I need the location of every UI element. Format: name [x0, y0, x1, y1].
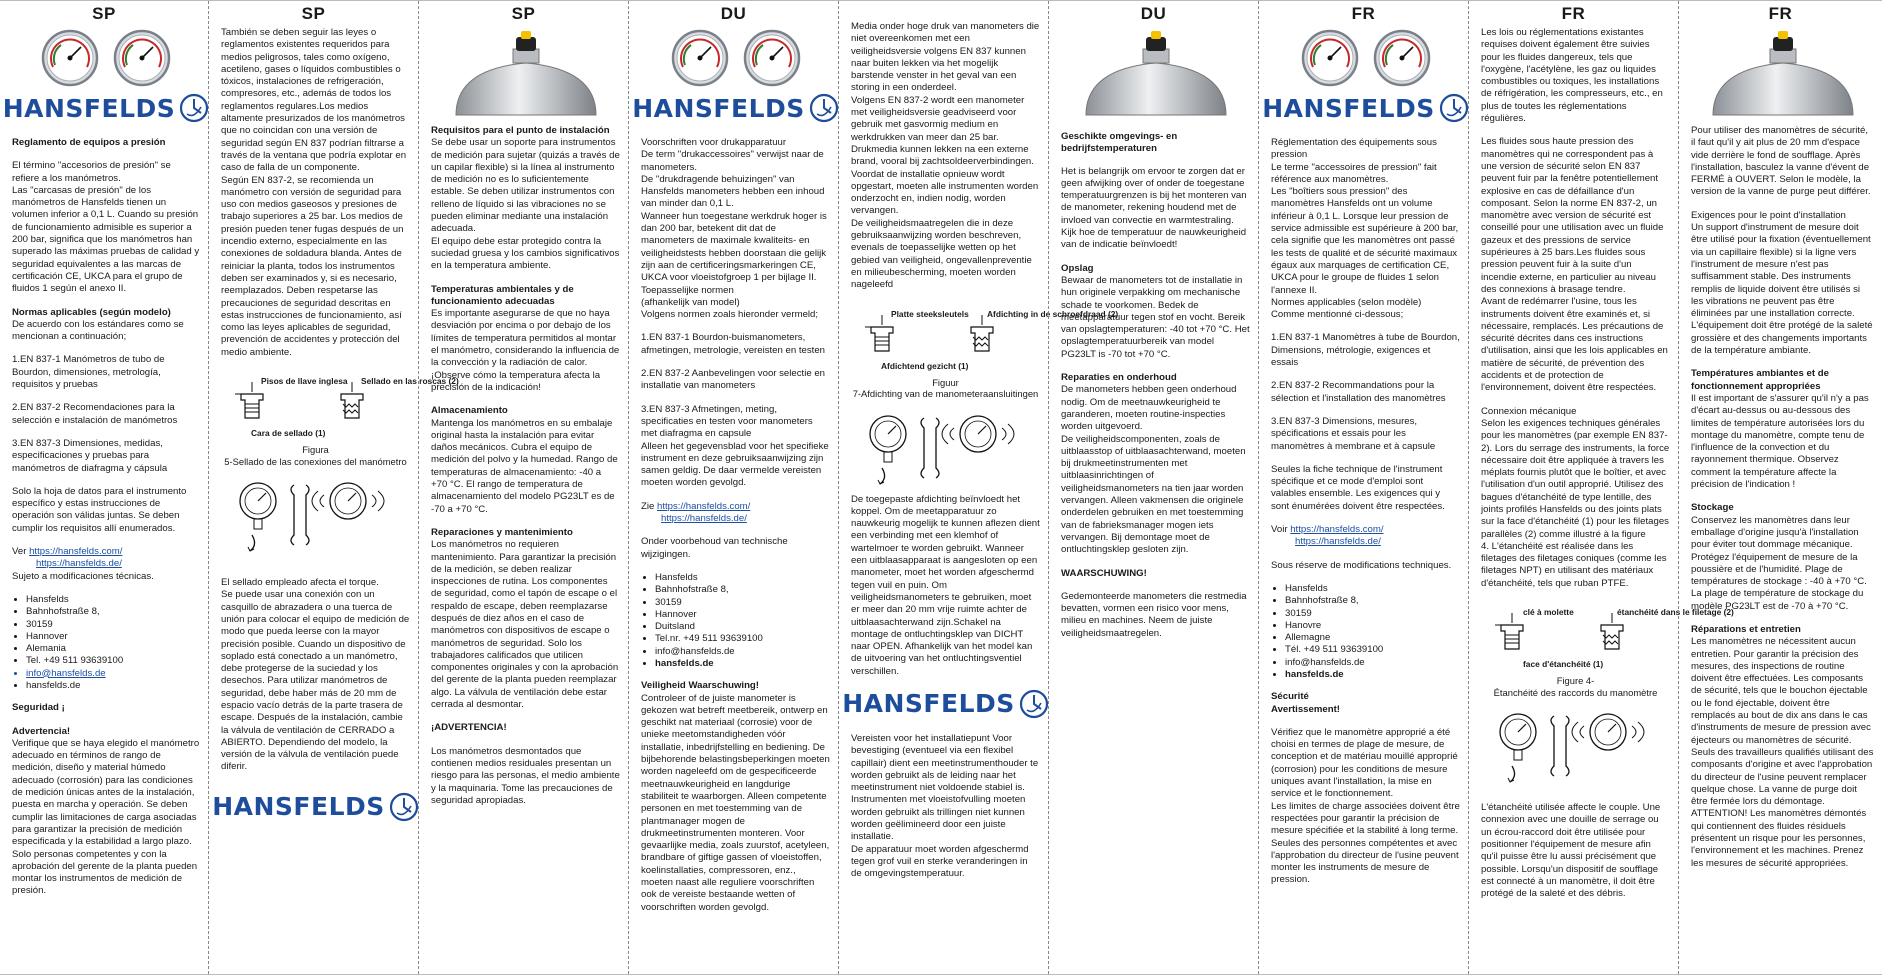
warning-heading: Advertencia! [12, 725, 71, 737]
gauge-images [12, 29, 200, 89]
language-header: SP [92, 4, 116, 23]
website-link-de[interactable]: https://hansfelds.de/ [1295, 536, 1381, 548]
brand-logo [2, 93, 200, 123]
column-text [212, 27, 459, 822]
paragraph: De manometers hebben geen onderhoud nodig. Om de meetnauwkeurigheid te garanderen, moeten routine-inspecties worden uitgevoerd. De veiligheidscomponenten, zoals de uitblaasstop of uitblaasachterwand, moeten bij drukmeetinstrumenten met uitblaasinrichtingen of veiligheidsmanometers na tien jaar worden vervangen. Alleen vakmensen die originele onderdelen gebruiken en met toestemming van de fabrieksmanager mogen iets vervangen. Bij demontage moet de ontluchtingsklep gesloten zijn. [1061, 384, 1246, 556]
language-header: DU [720, 4, 747, 23]
pressure-gauge-icon [671, 29, 729, 87]
section-heading: Requisitos para el punto de instalación [431, 125, 610, 136]
paragraph: Bewaar de manometers tot de installatie in hun originele verpakking om mechanische schade te voorkomen. Bedek de meetapparatuur tegen stof en vocht. Bereik van opslagtemperaturen: -40 tot +70 °C. Het opslagtemperatuurbereik van model PG23LT is -70 tot +70 °C. [1061, 274, 1250, 360]
list-item: • Bahnhofstraße 8, [655, 584, 830, 596]
paragraph: Vérifiez que le manomètre approprié a été choisi en termes de plage de mesure, de conception et de matériau mouillé approprié (corrosion) pour les conditions de mesure uniques avant l'installation, la mise en service et le fonctionnement. Les limites de charge associées doivent être respectées pour garantir la précision de mesure spécifiée et la stabilité à long terme. Seules des personnes compétentes et avec l'approbation du directeur de l'usine peuvent monter les instruments de mesure de pression. [1271, 726, 1460, 886]
paragraph: Pour utiliser des manomètres de sécurité, il faut qu'il y ait plus de 20 mm d'espace vide derrière le fond de soufflage. Après l'installation, basculez la vanne d'évent de FERMÉ à OUVERT. Selon le modèle, la version de la vanne de purge peut différer. [1691, 125, 1871, 198]
paragraph: 2.EN 837-2 Recommandations pour la sélection et l'installation des manomètres [1271, 380, 1446, 404]
column-text [1061, 131, 1250, 640]
brand-wordmark: HANSFELDS [1262, 93, 1435, 123]
column-text [1691, 125, 1874, 870]
language-header: SP [301, 4, 326, 23]
figure-label-wrench: Platte steeksleutels [890, 308, 969, 319]
vent-valve-icon [451, 29, 601, 115]
paragraph: Onder voorbehoud van technische wijzigingen. [641, 536, 788, 560]
caption-line: Étanchéité des raccords du manomètre [1493, 686, 1658, 698]
pressure-gauge-icon [41, 29, 99, 87]
address-list [1271, 583, 1460, 681]
paragraph: Gedemonteerde manometers die restmedia bevatten, vormen een risico voor mens, milieu en machines. Neem de juiste veiligheidsmaatregelen. [1061, 590, 1247, 639]
list-item: • Allemagne [1285, 632, 1460, 644]
brand-wordmark: HANSFELDS [842, 688, 1015, 718]
paragraph: Sous réserve de modifications techniques. [1271, 559, 1452, 571]
gauge-images [1271, 29, 1460, 89]
section-heading: Normas aplicables (según modelo) [12, 306, 171, 318]
valve-image [431, 29, 620, 115]
sealing-diagram [1481, 601, 1734, 671]
column-text [641, 137, 830, 914]
paragraph: Verifique que se haya elegido el manómetro adecuado en términos de rango de medición, diseño y material húmedo adecuado (corrosión) para las condiciones de medición únicas antes de la instalación, puesta en marcha y operación. Se deben cumplir las limitaciones de carga asociadas para garantizar la precisión de medición especificada y la estabilidad a largo plazo. Solo personas competentes y con la aprobación del gerente de la planta pueden montar los instrumentos de medición de presión. [12, 737, 200, 897]
see-line-2 [661, 513, 830, 525]
brand-logo [212, 791, 410, 822]
address-list [641, 572, 830, 670]
brand-mark-icon [179, 93, 209, 123]
paragraph: 3.EN 837-3 Afmetingen, meting, specificaties en testen voor manometers met diafragma en capsule Alleen het gegevensblad voor het specifieke instrument en deze gebruiksaanwijzing zijn samen geldig. De daar vermelde vereisten moeten worden gevolgd. [641, 403, 829, 489]
sealing-diagram [221, 370, 459, 440]
figure-label-face: Cara de sellado (1) [250, 428, 325, 439]
website-link-com[interactable]: https://hansfelds.com/ [1290, 524, 1384, 536]
figure-label-thread: Afdichting in de schroefdraad (2) [986, 308, 1118, 319]
paragraph: 3.EN 837-3 Dimensions, mesures, spécifications et essais pour les manomètres à membrane et à capsule [1271, 415, 1436, 452]
language-header: SP [511, 4, 536, 23]
section-heading: Réparations et entretien [1691, 623, 1801, 635]
list-item: • hansfelds.de [26, 680, 200, 692]
paragraph: Los manómetros no requieren mantenimiento. Para garantizar la precisión de la medición, se deben realizar inspecciones de rutina. Los componentes de seguridad, como el tapón de escape o el respaldo de escape, deben reemplazarse después de diez años en el caso de manómetros con dispositivos de escape o manómetros de seguridad. Solo los trabajadores calificados que utilicen componentes originales y con la aprobación del gerente de la planta pueden reemplazar algo. La válvula de ventilación debe estar cerrada al desmontar. [431, 539, 619, 711]
gauge-tools-diagram [1496, 706, 1656, 788]
paragraph: 1.EN 837-1 Bourdon-buismanometers, afmetingen, metrologie, vereisten en testen [641, 332, 825, 356]
warning-heading: Avertissement! [1271, 703, 1340, 715]
list-item: • Bahnhofstraße 8, [1285, 595, 1460, 607]
paragraph: También se deben seguir las leyes o reglamentos existentes requeridos para medios peligrosos, tales como oxígeno, acetileno, gases o líquidos combustibles o tóxicos, instalaciones de refrigeración, compresores, etc., además de todos los reglamentos regulares.Los medios altamente presurizados de los manómetros que no coincidan con una versión de seguridad según EN 837 podrían filtrarse a través de la ventana que podría explotar en caso de falla de un componente. Según EN 837-2, se recomienda un manómetro con versión de seguridad para uso con medios gaseosos y presiones de trabajo superiores a 25 bar. Los medios de presión pueden tener fugas después de un incendio externo, especialmente en las conexiones de soldadura blanda. Antes de reiniciar la planta, todos los instrumentos deben ser examinados y, si es necesario, reemplazados. Deben respetarse las precauciones de seguridad descritas en estas instrucciones de funcionamiento, así como las leyes aplicables de seguridad, prevención de accidentes y protección del medio ambiente. [221, 27, 407, 358]
pressure-gauge-icon [1301, 29, 1359, 87]
valve-image [1061, 29, 1250, 115]
address-list [12, 594, 200, 692]
column-fr-1 [1258, 1, 1468, 974]
list-item: • 30159 [1285, 608, 1460, 620]
section-heading: Reparaties en onderhoud [1061, 372, 1177, 384]
figure-label-wrench: Pisos de llave inglesa [260, 376, 348, 387]
list-item: • Tel. +49 511 93639100 [26, 655, 200, 667]
sealing-diagram [851, 303, 1118, 373]
section-heading: Geschikte omgevings- en bedrijfstemperaturen [1061, 131, 1178, 155]
paragraph: Controleer of de juiste manometer is gekozen wat betreft meetbereik, ontwerp en geschikt nat materiaal (corrosie) voor de unieke meetomstandigheden vóór installatie, inbedrijfstelling en bediening. De bijbehorende belastingsbeperkingen moeten worden nageleefd om de gespecificeerde meetnauwkeurigheid en langdurige stabiliteit te waarborgen. Alleen competente personen en met toestemming van de plantmanager mogen de drukmeetinstrumenten monteren. Voor gevaarlijke media, zoals zuurstof, acetyleen, brandbare of giftige gassen of vloeistoffen, koelinstallaties, compressoren, enz., moeten naast alle reguliere voorschriften ook de vereiste bestaande wetten of voorschriften worden gevolgd. [641, 692, 830, 913]
caption-line: Figuur [932, 376, 959, 388]
language-header: FR [1768, 4, 1793, 23]
figure-caption [221, 444, 410, 467]
see-line [12, 546, 200, 558]
figure-label-thread: étanchéité dans le filetage (2) [1616, 607, 1734, 618]
paragraph: Voorschriften voor drukapparatuur De term "drukaccessoires" verwijst naar de manometers. De "drukdragende behuizingen" van Hansfelds manometers hebben een inhoud van minder dan 0,1 L. Wanneer hun toegestane werkdruk hoger is dan 200 bar, betekent dit dat de manometers de maximale kwaliteits- en veiligheidstests hebben doorstaan die gelijk zijn aan de certificeringsmarkeringen CE, UKCA voor vloeistofgroep 1 per bijlage II. Toepasselijke normen (afhankelijk van model) Volgens normen zoals hieronder vermeld; [641, 137, 827, 321]
paragraph: De acuerdo con los estándares como se mencionan a continuación; [12, 318, 184, 343]
figure-label-thread: Sellado en las roscas (2) [360, 376, 459, 387]
column-du-1 [628, 1, 838, 974]
list-item: • Hansfelds [26, 594, 200, 606]
list-item: • Hansfelds [655, 572, 830, 584]
website-link-de[interactable]: https://hansfelds.de/ [661, 513, 747, 525]
brand-mark-icon [1019, 689, 1049, 719]
list-item: • 30159 [655, 597, 830, 609]
warning-heading: WAARSCHUWING! [1061, 567, 1147, 579]
see-label: Zie [641, 500, 655, 512]
paragraph: Se debe usar un soporte para instrumentos de medición para sujetar (quizás a través de un capilar flexible) si la línea al instrumento de medición no es lo suficientemente estable. Se deben utilizar instrumentos con relleno de líquido si las vibraciones no se pueden eliminar mediante una instalación adecuada. El equipo debe estar protegido contra la suciedad gruesa y los cambios significativos en la temperatura ambiente. [431, 137, 620, 272]
paragraph: El sellado empleado afecta el torque. Se puede usar una conexión con un casquillo de abrazadera o una tuerca de unión para colocar el equipo de medición de modo que pueda leerse con la mayor precisión posible. Cuando un dispositivo de soplado está conectado a un manómetro, debe protegerse de la suciedad y los desechos. Para utilizar manómetros de seguridad, debe haber más de 20 mm de espacio vacío detrás de la parte trasera de escape. Después de la instalación, cambie la válvula de ventilación de CERRADO a ABIERTO. Dependiendo del modelo, la versión de la válvula de ventilación puede diferir. [221, 577, 410, 773]
section-heading: Temperaturas ambientales y de funcionamiento adecuadas [431, 283, 574, 307]
gauge-tools-diagram [236, 475, 396, 557]
website-link-com[interactable]: https://hansfelds.com/ [29, 546, 123, 558]
brand-wordmark: HANSFELDS [212, 791, 385, 821]
paragraph: Réglementation des équipements sous pression Le terme "accessoires de pression" fait référence aux manomètres. Les "boîtiers sous pression" des manomètres Hansfelds ont un volume inférieur à 0,1 L. Lorsque leur pression de service admissible est supérieure à 200 bar, cela signifie que les manomètres ont passé les tests de qualité et de sécurité maximaux égaux aux marquages de certification CE, UKCA pour le groupe de fluides 1 selon l'annexe II. Normes applicables (selon modèle) Comme mentionné ci-dessous; [1271, 137, 1459, 321]
brand-wordmark: HANSFELDS [2, 93, 176, 123]
section-heading: Seguridad ¡ [12, 702, 65, 714]
sealing-figure [851, 303, 1118, 373]
paragraph: 1.EN 837-1 Manomètres à tube de Bourdon, Dimensions, métrologie, exigences et essais [1271, 332, 1460, 369]
paragraph: 2.EN 837-2 Aanbevelingen voor selectie en installatie van manometers [641, 368, 826, 392]
paragraph: 1.EN 837-1 Manómetros de tubo de Bourdon, dimensiones, metrología, requisitos y pruebas [12, 354, 165, 391]
valve-image [1691, 29, 1874, 115]
paragraph: 2.EN 837-2 Recomendaciones para la selección e instalación de manómetros [12, 402, 178, 426]
list-item: • Tel.nr. +49 511 93639100 [655, 633, 830, 645]
figure-label-face: Afdichtend gezicht (1) [880, 360, 968, 371]
paragraph: Exigences pour le point d'installation Un support d'instrument de mesure doit être utilisé pour la fixation (éventuellement via un capillaire flexible) si la ligne vers l'instrument de mesure n'est pas suffisamment stable. Des instruments remplis de liquide doivent être utilisés si les vibrations ne peuvent pas être éliminées par une installation correcte. L'équipement doit être protégé de la saleté grossière et des changements importants de la température ambiante. [1691, 209, 1873, 357]
column-fr-3 [1678, 1, 1882, 974]
see-label: Ver [12, 546, 27, 558]
figure-caption [1481, 675, 1670, 698]
tools-figure [1481, 706, 1670, 788]
brand-wordmark: HANSFELDS [632, 93, 805, 123]
column-sp-3 [418, 1, 628, 974]
paragraph: Media onder hoge druk van manometers die niet overeenkomen met een veiligheidsversie volgens EN 837 kunnen naar buiten lekken via het mogelijk barstende venster in het geval van een storing in een onderdeel. Volgens EN 837-2 wordt een manometer met veiligheidsversie geadviseerd voor gebruik met gasvormig medium en werkdrukken van meer dan 25 bar. Drukmedia kunnen lekken na een externe brand, vooral bij zachtsoldeerverbindingen. Voordat de installatie opnieuw wordt opgestart, moeten alle instrumenten worden onderzocht en, indien nodig, worden vervangen. De veiligheidsmaatregelen die in deze gebruiksaanwijzing worden beschreven, evenals de toepasselijke wetten op het gebied van veiligheid, ongevallenpreventie en milieubescherming, moeten worden nageleefd [851, 21, 1040, 291]
language-header: FR [1351, 4, 1376, 23]
language-header: DU [1140, 4, 1167, 23]
section-heading: Reglamento de equipos a presión [12, 137, 166, 148]
see-label: Voir [1271, 524, 1288, 536]
email-link[interactable]: • info@hansfelds.de [26, 668, 200, 680]
gauge-images [641, 29, 830, 89]
vent-valve-icon [1708, 29, 1858, 115]
brand-logo [632, 93, 830, 123]
see-line [641, 501, 830, 513]
list-item: • 30159 [26, 619, 200, 631]
see-line-2 [36, 558, 200, 570]
section-heading: Opslag [1061, 262, 1094, 274]
column-text [1271, 137, 1460, 887]
language-header: FR [1561, 4, 1586, 23]
paragraph: Het is belangrijk om ervoor te zorgen dat er geen afwijking over of onder de toegestane temperatuurgrenzen is bij het monteren van de manometer, rekening houdend met de invloed van convectie en warmtestraling. Kijk hoe de temperatuur de nauwkeurigheid van de indicatie beïnvloedt! [1061, 165, 1247, 251]
list-item: • Tél. +49 511 93639100 [1285, 644, 1460, 656]
email-link[interactable]: • info@hansfelds.de [655, 646, 830, 658]
section-heading: Veiligheid Waarschuwing! [641, 680, 759, 692]
column-sp-1 [0, 1, 208, 974]
caption-line: Figure 4- [1556, 675, 1595, 687]
pressure-gauge-icon [743, 29, 801, 87]
pressure-gauge-icon [1373, 29, 1431, 87]
paragraph: Conservez les manomètres dans leur emballage d'origine jusqu'à l'installation pour éviter tout dommage mécanique. Protégez l'équipement de mesure de la poussière et de l'humidité. Plage de températures de stockage : -40 à +70 °C. La plage de température de stockage du modèle PG23LT est de -70 à +70 °C. [1691, 514, 1867, 612]
paragraph: 3.EN 837-3 Dimensiones, medidas, especificaciones y pruebas para manómetros de diafragma y cápsula [12, 437, 168, 474]
brand-mark-icon [809, 93, 839, 123]
paragraph: Vereisten voor het installatiepunt Voor bevestiging (eventueel via een flexibel capillair) dient een meetinstrumenthouder te worden gebruikt als de leiding naar het meetinstrument niet voldoende stabiel is. Instrumenten met vloeistofvulling moeten worden gebruikt als trillingen niet kunnen worden geëlimineerd door een juiste installatie. De apparatuur moet worden afgeschermd tegen grof vuil en sterke veranderingen in de omgevingstemperatuur. [851, 732, 1039, 880]
list-item: • Duitsland [655, 621, 830, 633]
caption-line: Figura [302, 444, 329, 456]
brand-logo [1262, 93, 1460, 123]
gauge-tools-diagram [866, 408, 1026, 490]
brand-mark-icon [1439, 93, 1469, 123]
figure-label-wrench: clé à molette [1522, 607, 1574, 618]
figure-caption [851, 377, 1040, 400]
section-heading: Stockage [1691, 502, 1734, 514]
figure-label-face: face d'étanchéité (1) [1522, 659, 1603, 670]
list-item: • hansfelds.de [1285, 669, 1460, 681]
column-sp-2 [208, 1, 459, 974]
paragraph: L'étanchéité utilisée affecte le couple. Une connexion avec une douille de serrage ou un écrou-raccord doit être utilisée pour positionner l'équipement de mesure afin qu'il puisse être lu aussi précisément que possible. Lorsqu'un dispositif de soufflage est connecté à un manomètre, il doit être protégé de la saleté et des débris. [1481, 802, 1661, 900]
column-text [431, 125, 620, 807]
paragraph: Les fluides sous haute pression des manomètres qui ne correspondent pas à une version de sécurité selon EN 837 peuvent fuir par la fenêtre potentiellement explosive en cas de défaillance d'un composant. Selon la norme EN 837-2, un manomètre avec version de sécurité est conseillé pour une utilisation avec un fluide gazeux et des pressions de service supérieures à 25 bars.Les fluides sous pression peuvent fuir à la suite d'un incendie externe, en particulier au niveau des connexions à brasage tendre. Avant de redémarrer l'usine, tous les instruments doivent être examinés et, si nécessaire, remplacés. Les précautions de sécurité décrites dans ces instructions d'utilisation, ainsi que les lois applicables en matière de sécurité, de prévention des accidents et de protection de l'environnement, doivent être respectées. [1481, 136, 1668, 394]
sealing-figure [1481, 601, 1734, 671]
paragraph: Sujeto a modificaciones técnicas. [12, 570, 154, 582]
pressure-gauge-icon [113, 29, 171, 87]
paragraph: Connexion mécanique Selon les exigences techniques générales pour les manomètres (par exemple EN 837-2). Lors du serrage des instruments, la force nécessaire doit être appliquée à travers les méplats fournis plutôt que le boîtier, et avec l'utilisation d'un outil approprié. Utilisez des bagues d'étanchéité de type lentille, des joints profilés Hansfelds ou des joints plats sur la face d'étanchéité (1) pour les filetages parallèles (2) comme illustré à la figure 4. L'étanchéité est réalisée dans les filetages des filetages coniques (comme les filetages NPT) en utilisant des matériaux d'étanchéité, tels que ruban PTFE. [1481, 405, 1670, 589]
paragraph: Los manómetros desmontados que contienen medios residuales presentan un riesgo para las personas, el medio ambiente y la maquinaria. Tome las precauciones de seguridad apropiadas. [431, 745, 620, 806]
section-heading: Sécurité [1271, 691, 1309, 703]
caption-line: 5-Sellado de las conexiones del manómetro [224, 455, 407, 467]
paragraph: Les lois ou réglementations existantes requises doivent également être suivies pour les fluides dangereux, tels que l'oxygène, l'acétylène, les gaz ou liquides combustibles ou toxiques, les installations de réfrigération, les compresseurs, etc., en plus de toutes les réglementations régulières. [1481, 27, 1663, 125]
website-link-com[interactable]: https://hansfelds.com/ [657, 500, 751, 512]
tools-figure [851, 408, 1040, 490]
section-heading: Températures ambiantes et de fonctionnement appropriées [1691, 368, 1829, 392]
brand-logo [842, 688, 1040, 719]
tools-figure [221, 475, 410, 557]
email-link[interactable]: • info@hansfelds.de [1285, 657, 1460, 669]
list-item: • Bahnhofstraße 8, [26, 606, 200, 618]
warning-heading: ¡ADVERTENCIA! [431, 722, 507, 734]
list-item: • Hansfelds [1285, 583, 1460, 595]
sealing-figure [221, 370, 459, 440]
paragraph: Es importante asegurarse de que no haya desviación por encima o por debajo de los límites de temperatura permitidos al montar el manómetro, considerando la influencia de la convección y la radiación de calor. ¡Observe cómo la temperatura afecta la precisión de la indicación! [431, 308, 620, 393]
see-line-2 [1295, 536, 1460, 548]
paragraph: Seules la fiche technique de l'instrument spécifique et ce mode d'emploi sont valables ensemble. Les exigences qui y sont énumérées doivent être respectées. [1271, 463, 1445, 512]
website-link-de[interactable]: https://hansfelds.de/ [36, 558, 122, 570]
vent-valve-icon [1081, 29, 1231, 115]
section-heading: Almacenamiento [431, 405, 508, 417]
list-item: • Hannover [655, 609, 830, 621]
column-text [12, 137, 200, 898]
paragraph: De toegepaste afdichting beïnvloedt het koppel. Om de meetapparatuur zo nauwkeurig mogelijk te kunnen aflezen dient een verbinding met een klemhof of wartelmoer te worden gebruikt. Wanneer een uitblaasapparaat is aangesloten op een manometer, moet het worden afgeschermd tegen vuil en puin. Om veiligheidsmanometers te gebruiken, moet er meer dan 20 mm vrije ruimte achter de uitblaasachterwand zijn.Schakel na montage de ontluchtingsklep van DICHT naar OPEN. Afhankelijk van het model kan de uitvoering van het ontluchtingsventiel verschillen. [851, 493, 1040, 677]
list-item: • hansfelds.de [655, 658, 830, 670]
paragraph: El término "accesorios de presión" se refiere a los manómetros. Las "carcasas de presión" de los manómetros de Hansfelds tienen un volumen inferior a 0,1 L. Cuando su presión de funcionamiento admisible es superior a 200 bar, significa que los manómetros han superado las máximas pruebas de calidad y seguridad equivalentes a las marcas de certificación CE, UKCA para el grupo de fluidos 1 según el anexo II. [12, 160, 200, 295]
paragraph: Les manomètres ne nécessitent aucun entretien. Pour garantir la précision des mesures, des inspections de routine doivent être effectuées. Les composants de sécurité, tels que le bouchon éjectable ou le fond éjectable, doivent être remplacés au bout de dix ans dans le cas d'instruments de mesure de pression avec éjecteurs ou manomètres de sécurité. Seuls des travailleurs qualifiés utilisant des composants d'origine et avec l'approbation du directeur de l'usine peuvent remplacer quelque chose. La vanne de purge doit être fermée lors du démontage. ATTENTION! Les manomètres démontés qui contiennent des fluides résiduels présentent un risque pour les personnes, l'environnement et les machines. Prenez les mesures de sécurité appropriées. [1691, 636, 1874, 869]
column-du-3 [1048, 1, 1258, 974]
brand-mark-icon [389, 792, 419, 822]
paragraph: Solo la hoja de datos para el instrumento específico y estas instrucciones de operación son válidas juntas. Se deben cumplir los requisitos allí enumerados. [12, 485, 187, 534]
list-item: • Hannover [26, 631, 200, 643]
list-item: • Alemania [26, 643, 200, 655]
paragraph: Mantenga los manómetros en su embalaje original hasta la instalación para evitar daños mecánicos. Cubra el equipo de medición del polvo y la humedad. Rango de temperaturas de almacenamiento: -40 a +70 °C. El rango de temperatura de almacenamiento del modelo PG23LT es de -70 a +70 °C. [431, 417, 618, 515]
caption-line: 7-Afdichting van de manometeraansluitingen [852, 388, 1039, 400]
section-heading: Reparaciones y mantenimiento [431, 526, 573, 538]
paragraph: Il est important de s'assurer qu'il n'y a pas d'écart au-dessus ou au-dessous des limites de température autorisées lors du montage du manomètre, compte tenu de l'influence de la convection et du rayonnement thermique. Observez comment la température affecte la précision de l'indication ! [1691, 392, 1869, 491]
list-item: • Hanovre [1285, 620, 1460, 632]
see-line [1271, 524, 1460, 536]
